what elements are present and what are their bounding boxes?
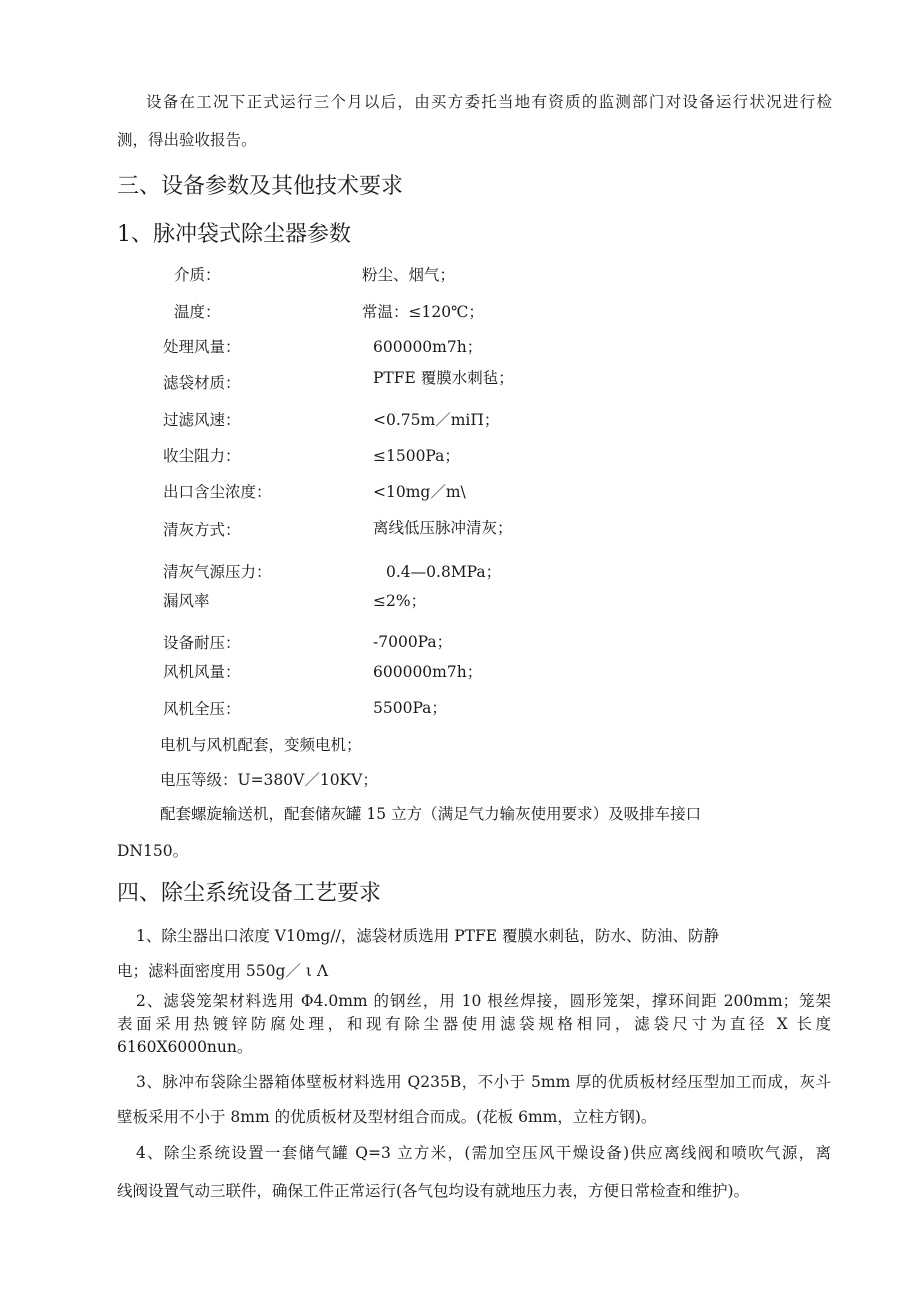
intro-line-2: 测，得出验收报告。	[117, 131, 257, 149]
conveyor-note-line-1: 配套螺旋输送机，配套储灰罐 15 立方（满足气力输灰使用要求）及吸排车接口	[160, 805, 702, 823]
param-label: 出口含尘浓度：	[163, 483, 272, 501]
conveyor-note-line-2: DN150。	[117, 842, 189, 860]
item-4-line-2: 线阀设置气动三联件，确保工件正常运行(各气包均设有就地压力表，方便日常检查和维护)。	[117, 1182, 750, 1200]
section-3-subheading: 1、脉冲袋式除尘器参数	[117, 222, 351, 247]
param-value: 粉尘、烟气；	[362, 266, 456, 284]
intro-line-1: 设备在工况下正式运行三个月以后，由买方委托当地有资质的监测部门对设备运行状况进行检	[146, 93, 832, 111]
param-label: 风机全压：	[163, 700, 241, 718]
param-value: -7000Pa；	[373, 633, 453, 651]
param-value: <10mg／m\	[373, 483, 466, 501]
param-label: 清灰气源压力：	[163, 563, 272, 581]
param-label: 滤袋材质：	[163, 374, 241, 392]
param-value: 600000m7h；	[373, 338, 483, 356]
item-3-line-1: 3、脉冲布袋除尘器箱体壁板材料选用 Q235B，不小于 5mm 厚的优质板材经压型加工而成，灰斗	[136, 1073, 831, 1091]
param-label: 清灰方式：	[163, 521, 241, 539]
param-label: 处理风量：	[163, 338, 241, 356]
param-value: ≤2%；	[373, 592, 427, 610]
item-2-line-2: 表面采用热镀锌防腐处理，和现有除尘器使用滤袋规格相同，滤袋尺寸为直径 X 长度	[117, 1015, 831, 1033]
param-value: <0.75m／miΠ；	[373, 411, 500, 429]
voltage-note: 电压等级：U=380V／10KV；	[160, 771, 378, 789]
motor-note: 电机与风机配套，变频电机；	[160, 736, 362, 754]
param-label: 收尘阻力：	[163, 447, 241, 465]
item-2-line-1: 2、滤袋笼架材料选用 Φ4.0mm 的钢丝，用 10 根丝焊接，圆形笼架，撑环间距 200mm；笼架	[136, 992, 831, 1010]
section-3-heading: 三、设备参数及其他技术要求	[117, 174, 404, 199]
param-label: 温度：	[174, 303, 221, 321]
item-2-line-3: 6160X6000nun。	[117, 1038, 253, 1056]
param-label: 设备耐压：	[163, 634, 241, 652]
param-label: 过滤风速：	[163, 411, 241, 429]
item-3-line-2: 壁板采用不小于 8mm 的优质板材及型材组合而成。(花板 6mm，立柱方钢)。	[117, 1108, 657, 1126]
item-1-line-2: 电；滤料面密度用 550g／ ι Λ	[117, 962, 329, 980]
param-value: 5500Pa；	[373, 699, 447, 717]
param-value: 常温：≤120℃；	[362, 303, 484, 321]
param-label: 介质：	[174, 266, 221, 284]
section-4-heading: 四、除尘系统设备工艺要求	[117, 881, 382, 906]
item-1-line-1: 1、除尘器出口浓度 V10mg//，滤袋材质选用 PTFE 覆膜水刺毡，防水、防油、防静	[136, 927, 719, 945]
param-value: 离线低压脉冲清灰；	[373, 519, 513, 537]
param-label: 漏风率	[163, 592, 210, 610]
item-4-line-1: 4、除尘系统设置一套储气罐 Q=3 立方米，(需加空压风干燥设备)供应离线阀和喷吹气源，离	[136, 1144, 831, 1162]
param-label: 风机风量：	[163, 663, 241, 681]
param-value: PTFE 覆膜水刺毡；	[373, 369, 514, 387]
param-value: 0.4—0.8MPa；	[386, 563, 502, 581]
param-value: ≤1500Pa；	[373, 447, 460, 465]
param-value: 600000m7h；	[373, 663, 483, 681]
